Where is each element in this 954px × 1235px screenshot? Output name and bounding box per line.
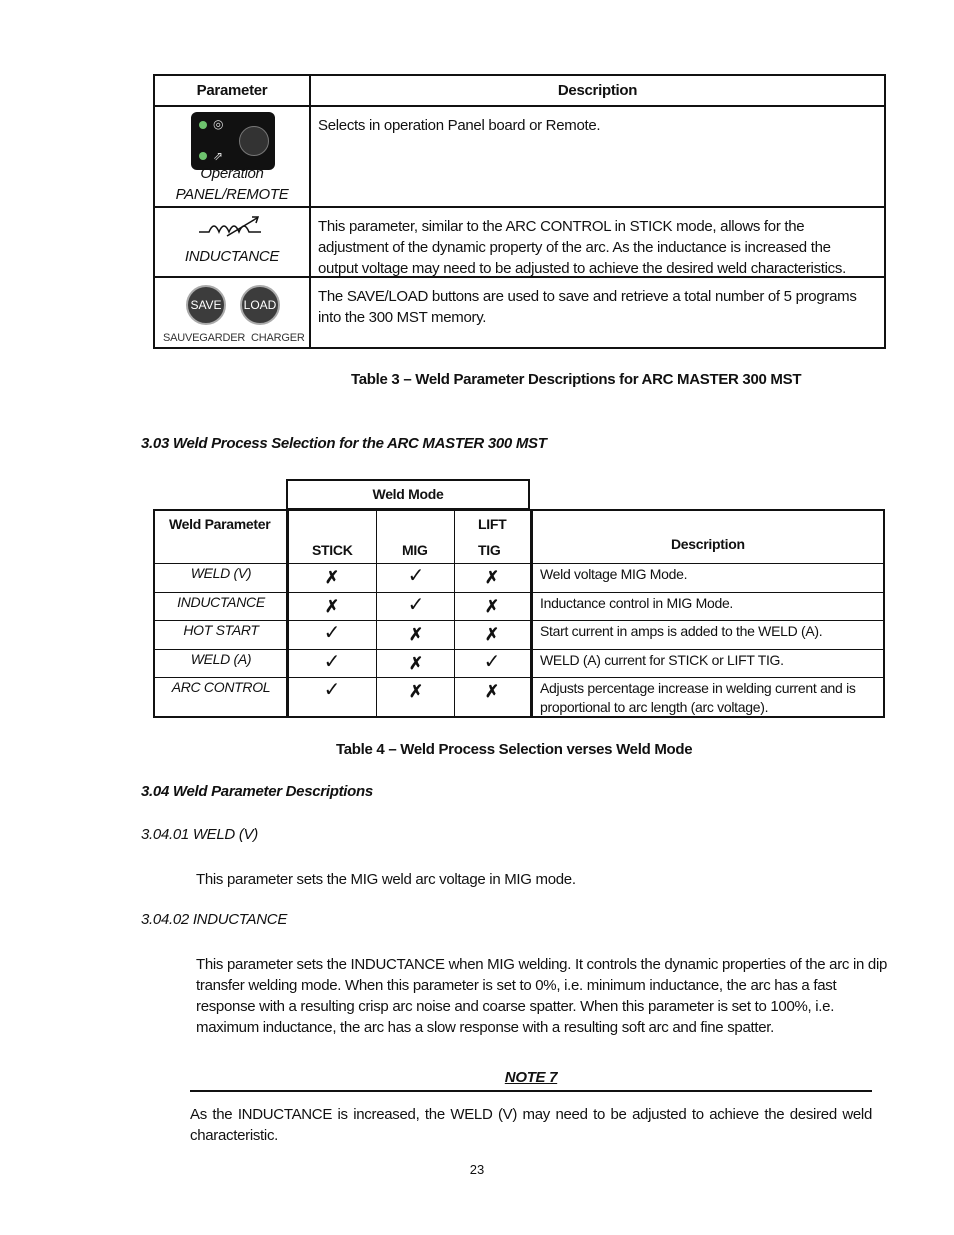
table-caption: Table 3 – Weld Parameter Descriptions for ARC MASTER 300 MST	[351, 371, 802, 388]
table-divider	[155, 563, 883, 564]
weld-param-name: ARC CONTROL	[171, 679, 271, 695]
weld-param-desc: Inductance control in MIG Mode.	[540, 595, 734, 611]
weld-param-desc: Start current in amps is added to the WELD (A).	[540, 623, 823, 639]
col-tig: TIG	[478, 542, 501, 558]
save-caption: SAUVEGARDER	[163, 332, 246, 344]
weld-parameter-table	[153, 74, 886, 349]
table-divider	[155, 677, 883, 678]
check-icon: ✓	[323, 622, 341, 644]
note-text: As the INDUCTANCE is increased, the WELD (V) may need to be adjusted to achieve the desired weld characteristic.	[190, 1106, 872, 1144]
table-caption: Table 4 – Weld Process Selection verses Weld Mode	[336, 741, 693, 758]
section-heading: 3.04 Weld Parameter Descriptions	[141, 783, 373, 800]
inductance-coil-icon	[197, 214, 269, 240]
weld-param-desc: WELD (A) current for STICK or LIFT TIG.	[540, 652, 784, 668]
remote-icon: ⇗	[213, 149, 224, 163]
cross-icon: ✗	[484, 597, 500, 616]
subsection-heading: 3.04.01 WELD (V)	[141, 826, 258, 843]
weld-param-name: INDUCTANCE	[177, 594, 265, 610]
param-description: The SAVE/LOAD buttons are used to save and retrieve a total number of 5 programs into the 300 MST memory.	[318, 288, 857, 326]
select-button-icon	[239, 126, 269, 156]
table-divider	[454, 511, 455, 716]
param-description: This parameter, similar to the ARC CONTROL in STICK mode, allows for the adjustment of the dynamic property of the arc. As the inductance is increased the output voltage may need to be adjusted to achieve the desired weld characteristics.	[318, 218, 846, 277]
load-caption: CHARGER	[251, 332, 305, 344]
table-header-row	[155, 76, 884, 107]
table-divider	[155, 649, 883, 650]
paragraph: This parameter sets the MIG weld arc voltage in MIG mode.	[196, 871, 576, 888]
cross-icon: ✗	[484, 568, 500, 587]
weld-mode-header: Weld Mode	[286, 479, 530, 510]
load-button-icon: LOAD	[240, 285, 280, 325]
cross-icon: ✗	[408, 654, 424, 673]
cross-icon: ✗	[484, 625, 500, 644]
table-divider	[376, 511, 377, 716]
table-row	[155, 107, 884, 208]
param-label: PANEL/REMOTE	[175, 186, 289, 203]
weld-param-desc: Weld voltage MIG Mode.	[540, 566, 688, 582]
table-divider	[155, 592, 883, 593]
table-divider	[530, 511, 533, 716]
save-button-icon: SAVE	[186, 285, 226, 325]
note-title: NOTE 7	[504, 1069, 558, 1086]
table-row	[155, 208, 884, 278]
paragraph: This parameter sets the INDUCTANCE when MIG welding. It controls the dynamic properties of the arc in dip transfer welding mode. When this parameter is set to 0%, i.e. minimum inductance, the arc has a fast response with a resulting crisp arc noise and coarse spatter. When this parameter is set to 100%, i.e. maximum inductance, the arc has a slow response with a resulting soft arc and fine spatter.	[196, 956, 888, 1036]
col-weld-parameter: Weld Parameter	[169, 516, 271, 532]
col-description: Description	[671, 536, 745, 552]
note-divider	[190, 1090, 872, 1092]
check-icon: ✓	[407, 594, 425, 616]
check-icon: ✓	[407, 565, 425, 587]
led-indicator	[199, 121, 207, 129]
weld-param-name: WELD (A)	[190, 651, 252, 667]
weld-param-desc: Adjusts percentage increase in welding current and is proportional to arc length (arc voltage).	[540, 680, 856, 715]
check-icon: ✓	[323, 651, 341, 673]
panel-icon: ◎	[213, 117, 224, 131]
param-label: Operation	[200, 165, 264, 182]
cross-icon: ✗	[324, 597, 340, 616]
led-indicator	[199, 152, 207, 160]
page-number: 23	[469, 1162, 485, 1177]
table-row	[155, 278, 884, 349]
subsection-heading: 3.04.02 INDUCTANCE	[141, 911, 288, 928]
weld-param-name: HOT START	[183, 622, 259, 638]
param-description: Selects in operation Panel board or Remote.	[318, 117, 601, 134]
cross-icon: ✗	[324, 568, 340, 587]
cross-icon: ✗	[484, 682, 500, 701]
header-description: Description	[557, 82, 638, 99]
col-stick: STICK	[312, 542, 353, 558]
cross-icon: ✗	[408, 682, 424, 701]
section-heading: 3.03 Weld Process Selection for the ARC MASTER 300 MST	[141, 435, 547, 452]
col-mig: MIG	[402, 542, 428, 558]
panel-remote-image	[191, 112, 275, 170]
col-lift: LIFT	[478, 516, 507, 532]
header-parameter: Parameter	[196, 82, 268, 99]
param-label: INDUCTANCE	[184, 248, 280, 265]
cross-icon: ✗	[408, 625, 424, 644]
check-icon: ✓	[483, 651, 501, 673]
weld-process-table	[153, 509, 885, 718]
check-icon: ✓	[323, 679, 341, 701]
weld-param-name: WELD (V)	[190, 565, 252, 581]
table-divider	[155, 620, 883, 621]
